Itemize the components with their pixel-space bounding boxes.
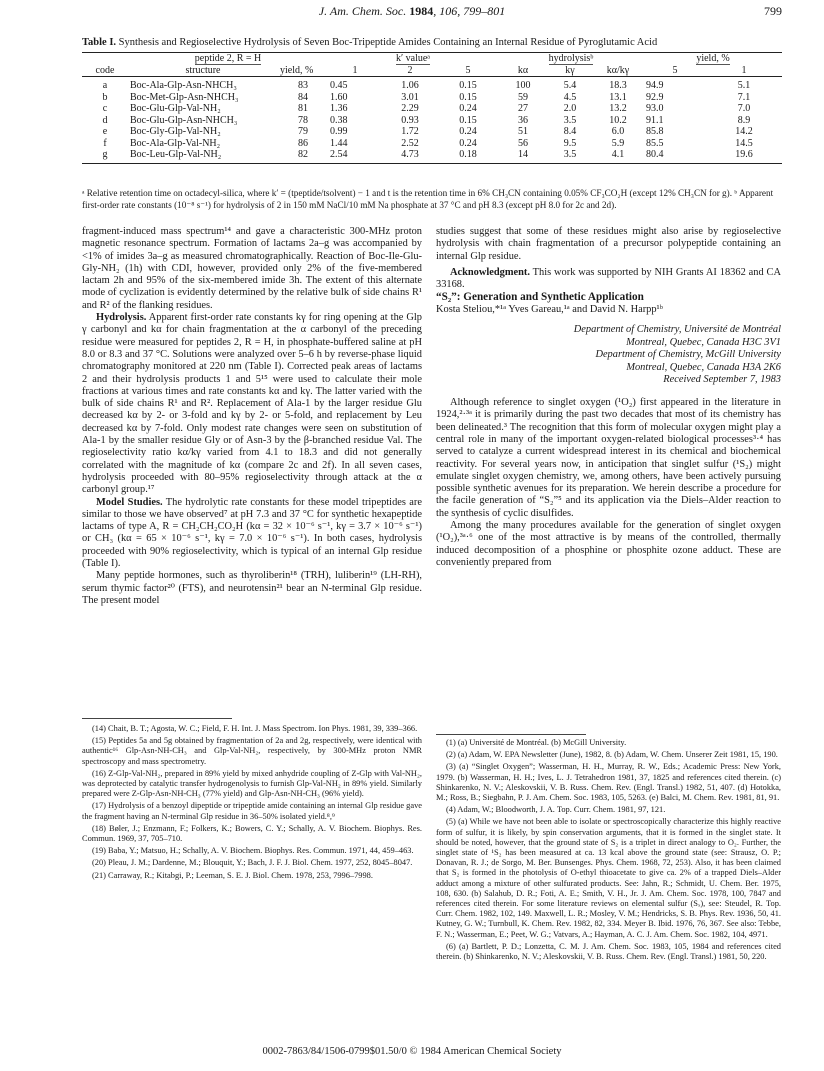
cell-y1: 8.9 bbox=[737, 114, 751, 126]
reference: (14) Chait, B. T.; Agosta, W. C.; Field, F. H. Int. J. Mass Spectrom. Ion Phys. 1981, 39, 339–366. bbox=[92, 724, 418, 733]
footnote-divider bbox=[82, 718, 232, 719]
cell-ka: 27 bbox=[518, 103, 528, 114]
cell-yield: 78 bbox=[298, 114, 308, 126]
column-header: kα/kγ bbox=[592, 65, 644, 77]
cell-y1: 14.5 bbox=[735, 137, 753, 149]
cell-structure: Boc-Glu-Glp-Asn-NHCH₃ bbox=[130, 114, 238, 126]
reference: (19) Baba, Y.; Matsuo, H.; Schally, A. V. Biochem. Biophys. Res. Commun. 1971, 44, 459–463. bbox=[92, 846, 414, 856]
cell-ka: 14 bbox=[498, 149, 548, 163]
affiliation: Montreal, Quebec, Canada H3A 2K6 bbox=[626, 361, 781, 373]
cell-k5: 0.15 bbox=[459, 114, 477, 126]
table-column-header bbox=[82, 65, 782, 77]
cell-y1: 14.2 bbox=[735, 126, 753, 137]
cell-kg: 4.5 bbox=[563, 91, 577, 103]
cell-kg: 3.5 bbox=[563, 114, 577, 126]
reference: (6) (a) Bartlett, P. D.; Lonzetta, C. M. J. Am. Chem. Soc. 1983, 105, 1984 and references cited therein. (b) Shinkarenko, N. V.; Aleskovskii, V. B. Russ. Chem. Rev. (Engl. Transl.) 1981, 50, 220. bbox=[436, 941, 781, 962]
cell-structure: Boc-Gly-Glp-Val-NH₂ bbox=[130, 126, 221, 137]
cell-kg: 9.5 bbox=[563, 137, 577, 149]
cell-y1: 19.6 bbox=[706, 149, 782, 163]
table-row bbox=[82, 77, 782, 92]
cell-yield: 79 bbox=[298, 126, 308, 137]
cell-k1: 2.54 bbox=[328, 149, 382, 163]
group-peptide: peptide 2, R = H bbox=[194, 53, 262, 64]
results-table bbox=[82, 52, 782, 164]
column-header: 2 bbox=[382, 65, 438, 77]
table-body bbox=[82, 77, 782, 164]
table-row bbox=[82, 149, 782, 163]
cell-code: c bbox=[102, 103, 108, 114]
cell-y5: 91.1 bbox=[646, 114, 664, 126]
paragraph-text: This work was supported by NIH Grants AI 18362 and CA 33168. bbox=[436, 266, 781, 291]
paragraph: Among the many procedures available for the generation of singlet oxygen (¹O₂),³ᵃ·⁶ one of the most attractive is by means of the controlled, thermally induced decomposition of a phosphine or phosphite ozone adduct. These are conveniently prepared from bbox=[436, 520, 781, 568]
column-header: yield, % bbox=[278, 65, 328, 77]
cell-ratio: 4.1 bbox=[592, 149, 644, 163]
cell-k1: 0.45 bbox=[330, 80, 348, 91]
table-label: Table I. bbox=[82, 37, 117, 48]
cell-ratio: 10.2 bbox=[609, 114, 627, 126]
cell-k1: 1.60 bbox=[330, 91, 348, 103]
group-kprime: k′ valueᵃ bbox=[395, 53, 431, 64]
reference: (5) (a) While we have not been able to isolate or spectroscopically characterize this highly reactive form of sulfur, it is likely, by spin conservation arguments, that it is formed in the singlet state. It should be noted, however, that the ground state of S₂ is a triplet in direct analogy to O₂. Further, the singlet state of ¹S₂ has been measured at ca. 13 kcal above the ground state (see: Strausz, O. P.; Donavan, R. J.; de Sorgo, M. Ber. Bunsenges. Phys. Chem. 1968, 72, 253). Also, it has been claimed that S₂ is formed in the photolysis of O-ethyl thioacetate to give ca. 2% of a trapped Diels–Alder adduct among a mixture of other sulfurated products. See: Jahn, R.; Schmidt, U. Chem. Ber. 1975, 108, 630. (b) Salahub, D. R.; Foti, A. E.; Smith, V. H., Jr. J. Am. Chem. Soc. 1978, 100, 7847 and references cited therein. For some literature reviews on elemental sulfur (Sₓ), see: Steudel, R. Top. Curr. Chem. 1982, 102, 149. Maxwell, L. R.; Mosley, V. M.; Hendricks, S. B. Phys. Rev. 1936, 50, 41. Kutney, G. W.; Turnbull, K. Chem. Rev. 1982, 82, 334. Meyer B. Ibid. 1976, 76, 367. See also: Tebbe, F. N.; Wasserman, E.; Peet, W. G.; Vatvars, A.; Hayman, A. C. J. Am. Chem. Soc. 1982, 104, 4971. bbox=[436, 817, 781, 939]
cell-kg: 5.4 bbox=[563, 80, 577, 91]
paragraph-text: Apparent first-order rate constants kγ for ring opening at the Glp γ carbonyl and kα for chain fragmentation at the α carbonyl of the preceding residue were measured for peptides 2, R = H, in phosphate-buffered saline at pH 8.0 or 8.3 and 37 °C. Solutions were analyzed over 5–6 h by reverse-phase liquid chromatography monitored at 220 nm (Table I). Corrected peak areas of lactams 2 and their hydrolysis products 1 and 5¹⁵ were used to calculate their mole fractions at various times and rate constants kα and kγ. The latter varied with the bulk of side chains R¹ and R². Replacement of Ala-1 by the larger residue Glu decreased kα by 2- or 3-fold and kγ by 2- or 5-fold, and replacement by Leu decreased kα by 7-fold. Only modest rate changes were seen on substitution of Ala-1 by the smaller residue Gly or of Asn-3 by the β-branched residue Val. The regioselectivity ratio kα/kγ varied from 4.1 to 18.3 and did not generally correlated with the magnitude of kα (compare 2c and 2f). In all seven cases, hydrolysis proceeded with 80–95% regioselectivity through attack at the α carbonyl group.¹⁷ bbox=[82, 312, 422, 496]
column-header: 1 bbox=[706, 65, 782, 77]
cell-ka: 100 bbox=[515, 80, 531, 91]
page-number: 799 bbox=[764, 4, 782, 18]
cell-kg: 8.4 bbox=[563, 126, 577, 137]
cell-y5: 80.4 bbox=[644, 149, 706, 163]
paragraph: Although reference to singlet oxygen (¹O₂) first appeared in the literature in 1924,²·³ᵃ it is primarily during the past two decades that most of its chemistry has been delineated.³ The recognition that this form of molecular oxygen might play a central role in many of the important oxygen-related biological processes³·⁴ has served to catalyze a current widespread interest in its chemical and biochemical reactivity. For several years now, in anticipation that singlet sulfur (¹S₂) might emulate singlet oxygen chemistry, we, among others, have been actively pursuing possible synthetic avenues for its preparation. We herein describe a procedure for the facile generation of “S₂”⁵ and its application via the Diels–Alder reaction to the synthesis of cyclic disulfides. bbox=[436, 397, 781, 519]
cell-code: d bbox=[102, 114, 108, 126]
column-header: code bbox=[82, 65, 128, 77]
cell-yield: 83 bbox=[298, 80, 308, 91]
cell-structure: Boc-Ala-Glp-Val-NH₂ bbox=[130, 137, 221, 149]
journal-year: 1984 bbox=[409, 4, 434, 18]
reference: (17) Hydrolysis of a benzoyl dipeptide or tripeptide amide containing an internal Glp residue gave the fragment having an N-terminal Glp residue in 36–50% isolated yield.⁸,⁹ bbox=[82, 801, 422, 821]
cell-ratio: 18.3 bbox=[609, 80, 627, 91]
table-row bbox=[82, 138, 782, 150]
cell-y5: 94.9 bbox=[646, 80, 664, 91]
group-hydrolysis: hydrolysisᵇ bbox=[548, 53, 594, 64]
reference: (15) Peptides 5a and 5g obtained by fragmentation of 2a and 2g, respectively, were identical with authentic¹⁶ Glp-Asn-NH-CH₃ and Glp-Val-NH₂, respectively, by 300-MHz proton NMR spectroscopy and mass spectrometry. bbox=[82, 736, 422, 766]
cell-k2: 1.72 bbox=[401, 126, 419, 137]
cell-y5: 85.8 bbox=[646, 126, 664, 137]
run-in-head: Hydrolysis. bbox=[96, 312, 147, 324]
cell-y5: 92.9 bbox=[646, 91, 664, 103]
cell-structure: Boc-Leu-Glp-Val-NH₂ bbox=[128, 149, 278, 163]
journal-volume: 106 bbox=[439, 4, 458, 18]
cell-k5: 0.18 bbox=[438, 149, 498, 163]
paragraph: studies suggest that some of these residues might also arise by regioselective hydrolysis with chain fragmentation of a precursor polypeptide containing an internal Glp residue. bbox=[436, 226, 781, 262]
cell-k2: 1.06 bbox=[401, 80, 419, 91]
column-header: kγ bbox=[548, 65, 592, 77]
reference: (16) Z-Glp-Val-NH₂, prepared in 89% yield by mixed anhydride coupling of Z-Glp with Val-NH₂, was deprotected by catalytic transfer hydrogenolysis to furnish Glp-Val-NH₂ in 89% yield. Similarly prepared were Z-Glp-Asn-NH-CH₃ (77% yield) and Glp-Asn-NH-CH₃ (96% yield). bbox=[82, 768, 422, 799]
cell-y1: 5.1 bbox=[737, 80, 751, 91]
cell-yield: 86 bbox=[298, 137, 308, 149]
cell-k1: 0.38 bbox=[330, 114, 348, 126]
cell-ka: 36 bbox=[518, 114, 528, 126]
right-column bbox=[436, 226, 781, 569]
cell-structure: Boc-Ala-Glp-Asn-NHCH₃ bbox=[130, 80, 237, 91]
table-row bbox=[82, 115, 782, 127]
cell-k2: 4.73 bbox=[382, 149, 438, 163]
reference: (20) Pleau, J. M.; Dardenne, M.; Blouquit, Y.; Bach, J. F. J. Biol. Chem. 1977, 252, 8045–8047. bbox=[92, 858, 413, 868]
author-list: Kosta Steliou,*¹ᵃ Yves Gareau,¹ᵃ and David N. Harpp¹ᵇ bbox=[436, 303, 663, 315]
reference: (2) (a) Adam, W. EPA Newsletter (June), 1982, 8. (b) Adam, W. Chem. Unserer Zeit 1981, 15, 190. bbox=[446, 750, 778, 760]
cell-ratio: 6.0 bbox=[611, 126, 625, 137]
reference: (21) Carraway, R.; Kitabgi, P.; Leeman, S. E. J. Biol. Chem. 1978, 253, 7996–7998. bbox=[92, 870, 373, 880]
journal-pages: 799–801 bbox=[463, 4, 506, 18]
cell-y5: 85.5 bbox=[646, 137, 664, 149]
cell-code: f bbox=[103, 137, 107, 149]
left-column bbox=[82, 226, 422, 607]
cell-k1: 1.36 bbox=[330, 103, 348, 114]
cell-k2: 0.93 bbox=[401, 114, 419, 126]
paragraph: Many peptide hormones, such as thyroliberin¹⁸ (TRH), luliberin¹⁹ (LH-RH), serum thymic factor²⁰ (FTS), and neurotensin²¹ bear an N-terminal Glp residue. The present model bbox=[82, 570, 422, 606]
table-row bbox=[82, 92, 782, 104]
cell-kg: 3.5 bbox=[548, 149, 592, 163]
paragraph bbox=[82, 497, 422, 571]
cell-yield: 82 bbox=[278, 149, 328, 163]
journal-name: J. Am. Chem. Soc. bbox=[318, 4, 407, 18]
cell-k5: 0.15 bbox=[459, 80, 477, 91]
cell-k2: 3.01 bbox=[401, 91, 419, 103]
column-header: structure bbox=[128, 65, 278, 77]
received-date: Received September 7, 1983 bbox=[663, 374, 781, 386]
cell-code: a bbox=[102, 80, 108, 91]
references-right bbox=[436, 738, 781, 964]
copyright-footer: 0002-7863/84/1506-0799$01.50/0 © 1984 American Chemical Society bbox=[262, 1046, 562, 1057]
cell-k1: 0.99 bbox=[330, 126, 348, 137]
cell-ka: 56 bbox=[518, 137, 528, 149]
cell-kg: 2.0 bbox=[563, 103, 577, 114]
article-title: “S₂”: Generation and Synthetic Application bbox=[436, 291, 644, 304]
journal-citation: J. Am. Chem. Soc. 1984, 106, 799–801 bbox=[318, 4, 506, 18]
affiliation: Department of Chemistry, McGill University bbox=[595, 349, 781, 361]
references-left bbox=[82, 724, 422, 883]
paragraph-text: The hydrolytic rate constants for these model tripeptides are similar to those we have observed⁷ at pH 7.3 and 37 °C for synthetic hexapeptide lactams of type A, R = CH₂CH₂CO₂H (kα = 32 × 10⁻⁶ s⁻¹, kγ = 3.7 × 10⁻⁶ s⁻¹) or CH₃ (kα = 65 × 10⁻⁶ s⁻¹, kγ = 7.0 × 10⁻⁶ s⁻¹). In both cases, hydrolysis proceeded with 90% regioselectivity, which is typical of an internal Glp residue (Table I). bbox=[82, 496, 422, 570]
reference: (3) (a) “Singlet Oxygen”; Wasserman, H. H., Murray, R. W., Eds.; Academic Press: New York, 1979. (b) Wasserman, H. H.; Ives, L. J. Tetrahedron 1981, 37, 1825 and references cited therein. (c) Shinkarenko, N. V.; Aleskovskii, V. B. Russ. Chem. Rev. (Engl. Transl.) 1982, 51, 407. (d) Hotokka, M.; Ross, B.; Siegbahn, P. J. Am. Chem. Soc. 1983, 105, 5263. (e) Balci, M. Chem. Rev. 1981, 81, 91. bbox=[436, 762, 781, 803]
cell-yield: 81 bbox=[298, 103, 308, 114]
cell-ratio: 13.1 bbox=[609, 91, 627, 103]
column-header: kα bbox=[498, 65, 548, 77]
paragraph bbox=[82, 312, 422, 496]
table-group-header bbox=[82, 53, 782, 65]
cell-code: g bbox=[82, 149, 128, 163]
cell-ka: 51 bbox=[518, 126, 528, 137]
affiliation: Department of Chemistry, Université de Montréal bbox=[573, 324, 781, 336]
cell-k5: 0.24 bbox=[459, 103, 477, 114]
table-row bbox=[82, 126, 782, 138]
cell-ratio: 13.2 bbox=[609, 103, 627, 114]
cell-structure: Boc-Glu-Glp-Val-NH₂ bbox=[130, 103, 221, 114]
cell-ka: 59 bbox=[518, 91, 528, 103]
run-in-head: Model Studies. bbox=[96, 496, 163, 508]
cell-y1: 7.1 bbox=[737, 91, 751, 103]
table-row bbox=[82, 103, 782, 115]
table-footnote: ᵃ Relative retention time on octadecyl-silica, where k′ = (tpeptide/tsolvent) − 1 and t is the retention time in 6% CH₃CN containing 0.05% CF₃CO₂H (except 12% CH₃CN for g). ᵇ Apparent first-order rate constants (10⁻⁸ s⁻¹) for hydrolysis of 2 in 150 mM NaCl/10 mM Na phosphate at 37 °C and pH 8.3 (except pH 8.0 for 2c and 2d). bbox=[82, 188, 774, 210]
column-header: 5 bbox=[438, 65, 498, 77]
running-head bbox=[0, 4, 824, 24]
reference: (4) Adam, W.; Bloodworth, J. A. Top. Curr. Chem. 1981, 97, 121. bbox=[446, 805, 666, 815]
affiliation: Montreal, Quebec, Canada H3C 3V1 bbox=[626, 336, 781, 348]
group-yield: yield, % bbox=[696, 53, 730, 64]
cell-y5: 93.0 bbox=[646, 103, 664, 114]
cell-ratio: 5.9 bbox=[611, 137, 625, 149]
cell-k1: 1.44 bbox=[330, 137, 348, 149]
table-title: Synthesis and Regioselective Hydrolysis of Seven Boc-Tripeptide Amides Containing an Internal Residue of Pyroglutamic Acid bbox=[118, 37, 658, 48]
cell-code: b bbox=[102, 91, 108, 103]
cell-k2: 2.29 bbox=[401, 103, 419, 114]
column-header: 5 bbox=[644, 65, 706, 77]
cell-structure: Boc-Met-Glp-Asn-NHCH₃ bbox=[130, 91, 239, 103]
column-header: 1 bbox=[328, 65, 382, 77]
cell-y1: 7.0 bbox=[737, 103, 751, 114]
table-caption bbox=[82, 36, 782, 49]
cell-k5: 0.15 bbox=[459, 91, 477, 103]
reference: (1) (a) Université de Montréal. (b) McGill University. bbox=[446, 738, 627, 747]
cell-k2: 2.52 bbox=[401, 137, 419, 149]
footnote-divider bbox=[436, 734, 586, 735]
reference: (18) Bøler, J.; Enzmann, F.; Folkers, K.; Bowers, C. Y.; Schally, A. V. Biochem. Biophys. Res. Commun. 1969, 37, 705–710. bbox=[82, 823, 422, 844]
run-in-head: Acknowledgment. bbox=[450, 266, 530, 278]
paragraph: fragment-induced mass spectrum¹⁴ and gave a characteristic 300-MHz proton magnetic resonance spectrum. Formation of lactams 2a–g was accompanied by <1% of imides 3a–g as measured chromatographically. Reaction of Boc-Ile-Glu-Gly-NH₂ (1h) with CDI, however, provided only 2% of the five-membered lactam 2h and 95% of the six-membered imide 3h. The extent of this alternate mode of cyclization is evidently determined by the relative bulk of side chains R¹ and R² of the flanking residues. bbox=[82, 226, 422, 311]
cell-yield: 84 bbox=[298, 91, 308, 103]
cell-k5: 0.24 bbox=[459, 126, 477, 137]
cell-k5: 0.24 bbox=[459, 137, 477, 149]
cell-code: e bbox=[102, 126, 108, 137]
acknowledgment bbox=[436, 267, 781, 292]
